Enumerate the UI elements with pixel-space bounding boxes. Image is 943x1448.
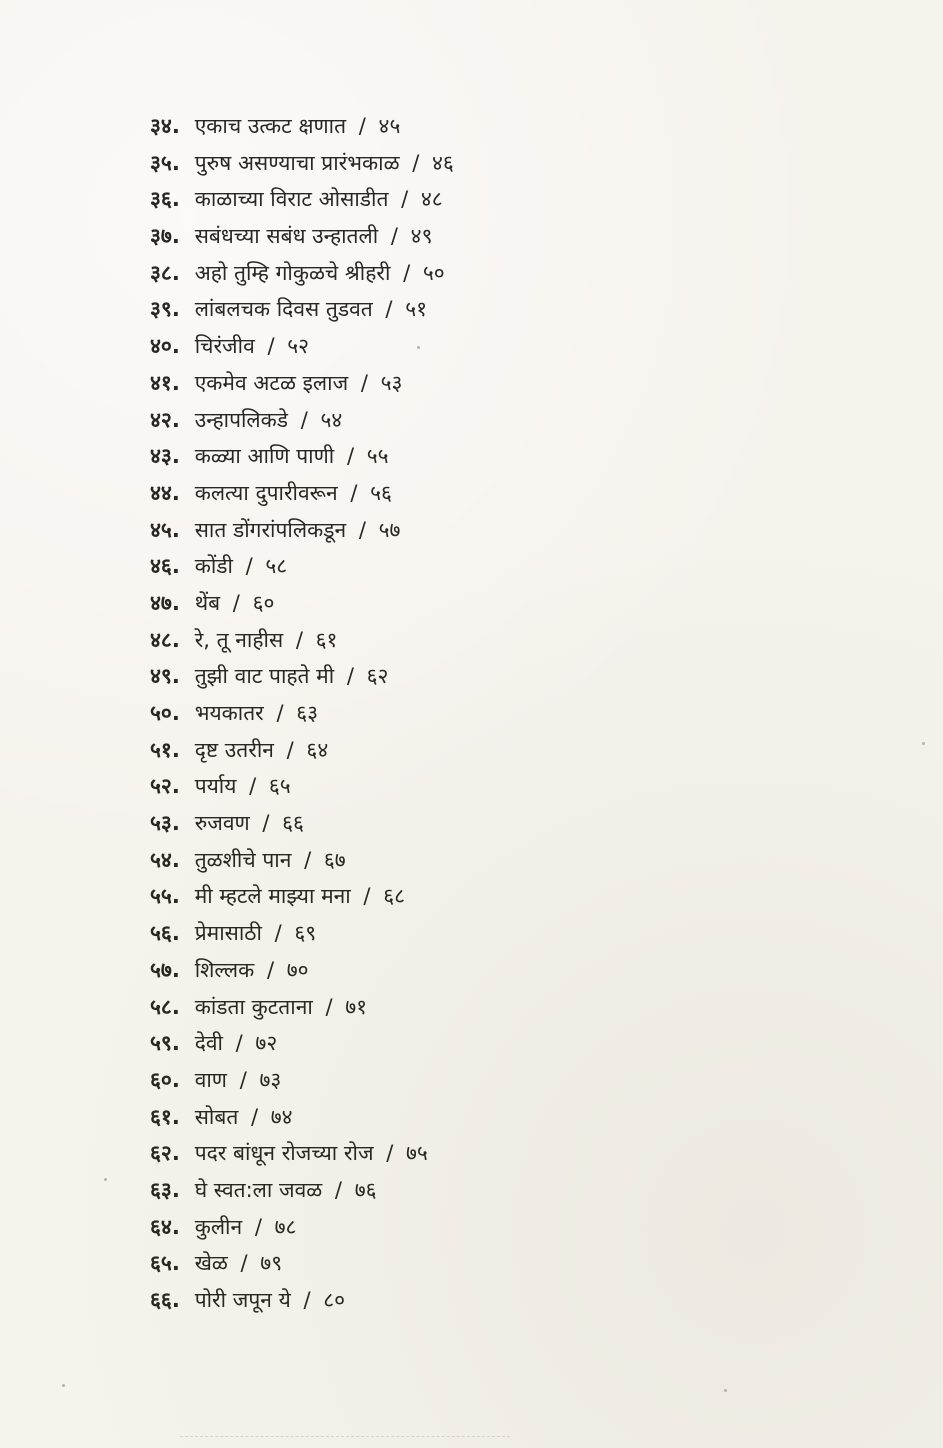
- entry-page-number: ५२: [287, 334, 310, 359]
- entry-title: चिरंजीव: [194, 334, 255, 359]
- entry-separator: /: [403, 260, 411, 285]
- toc-entry: [150, 548, 454, 585]
- entry-page-number: ६३: [296, 701, 319, 725]
- entry-separator: /: [358, 517, 366, 542]
- entry-title: पोरी जपून ये: [194, 1288, 291, 1312]
- entry-separator: /: [385, 297, 393, 322]
- entry-title: काळाच्या विराट ओसाडीत: [194, 187, 389, 212]
- paper-speck: [724, 1389, 727, 1392]
- entry-page-number: ८०: [323, 1288, 346, 1312]
- entry-title: रुजवण: [194, 811, 250, 836]
- entry-separator: /: [346, 664, 354, 689]
- entry-number: ६१.: [150, 1104, 180, 1129]
- toc-entry: [150, 402, 454, 439]
- entry-page-number: ५३: [380, 370, 403, 395]
- entry-page-number: ५६: [370, 480, 392, 505]
- entry-page-number: ५०: [422, 260, 445, 285]
- toc-entry: [150, 732, 454, 769]
- entry-number: ४२.: [150, 407, 180, 432]
- entry-separator: /: [386, 1141, 394, 1166]
- entry-separator: /: [232, 590, 240, 615]
- toc-entry: [150, 1135, 454, 1172]
- toc-entry: [150, 108, 454, 145]
- entry-page-number: ७६: [354, 1177, 377, 1202]
- entry-title: मी म्हटले माझ्या मना: [194, 884, 351, 909]
- entry-separator: /: [401, 187, 409, 212]
- entry-number: ५२.: [150, 774, 180, 799]
- entry-separator: /: [250, 1104, 259, 1129]
- entry-number: ५१.: [150, 737, 180, 762]
- entry-separator: /: [262, 811, 270, 836]
- entry-page-number: ६६: [282, 811, 304, 836]
- toc-entry: [150, 1062, 454, 1099]
- entry-title: थेंब: [194, 590, 221, 615]
- entry-page-number: ५४: [320, 407, 343, 432]
- entry-title: पुरुष असण्याचा प्रारंभकाळ: [194, 150, 400, 175]
- entry-page-number: ६५: [268, 774, 291, 799]
- entry-page-number: ७५: [406, 1141, 428, 1166]
- entry-page-number: ६२: [366, 664, 389, 689]
- paper-speck: [62, 1384, 65, 1387]
- entry-number: ५०.: [150, 701, 180, 725]
- entry-separator: /: [245, 554, 253, 579]
- entry-page-number: ७३: [259, 1067, 282, 1092]
- entry-title: प्रेमासाठी: [194, 921, 262, 946]
- toc-entry: [150, 1172, 454, 1209]
- toc-entry: [150, 365, 454, 402]
- entry-number: ५७.: [150, 957, 180, 982]
- entry-number: ४८.: [150, 627, 180, 652]
- entry-number: ४५.: [150, 517, 180, 542]
- entry-number: ६२.: [150, 1141, 180, 1166]
- entry-title: कोंडी: [194, 554, 233, 579]
- toc-entry: [150, 1099, 454, 1136]
- entry-title: कळ्या आणि पाणी: [194, 444, 335, 469]
- entry-page-number: ४८: [420, 187, 443, 212]
- paper-speck: [417, 346, 420, 349]
- entry-number: ६५.: [150, 1251, 180, 1276]
- toc-entry: [150, 989, 454, 1026]
- entry-number: ६४.: [150, 1214, 180, 1239]
- toc-entry: [150, 475, 454, 512]
- toc-entry: [150, 145, 454, 182]
- toc-entry: [150, 695, 454, 732]
- entry-separator: /: [412, 150, 420, 175]
- entry-page-number: ६७: [323, 847, 346, 872]
- scan-edge-mark: [180, 1436, 510, 1437]
- toc-entry: [150, 1209, 454, 1246]
- toc-entry: [150, 438, 454, 475]
- entry-title: पर्याय: [194, 774, 237, 799]
- toc-entry: [150, 952, 454, 989]
- entry-title: शिल्लक: [194, 957, 255, 982]
- entry-separator: /: [240, 1251, 248, 1276]
- entry-page-number: ५८: [265, 554, 288, 579]
- entry-page-number: ४६: [432, 150, 454, 175]
- entry-title: पदर बांधून रोजच्या रोज: [194, 1141, 374, 1166]
- toc-entry: [150, 768, 454, 805]
- entry-title: रे, तू नाहीस: [194, 627, 284, 652]
- toc-entry: [150, 878, 454, 915]
- entry-separator: /: [286, 737, 294, 762]
- entry-page-number: ६०: [252, 590, 275, 615]
- entry-number: ५५.: [150, 884, 180, 909]
- entry-separator: /: [300, 407, 308, 432]
- entry-separator: /: [295, 627, 303, 652]
- entry-title: तुझी वाट पाहते मी: [194, 664, 335, 689]
- entry-title: अहो तुम्हि गोकुळचे श्रीहरी: [194, 260, 391, 285]
- entry-page-number: ७९: [260, 1251, 283, 1276]
- entry-title: उन्हापलिकडे: [194, 407, 289, 432]
- entry-separator: /: [325, 994, 333, 1019]
- paper-speck: [922, 742, 925, 745]
- entry-title: देवी: [194, 1031, 223, 1056]
- entry-number: ५३.: [150, 811, 180, 836]
- entry-page-number: ७२: [255, 1031, 278, 1056]
- entry-page-number: ५१: [405, 297, 428, 322]
- entry-separator: /: [304, 847, 312, 872]
- entry-page-number: ७०: [286, 957, 309, 982]
- entry-separator: /: [239, 1067, 247, 1092]
- entry-number: ४९.: [150, 664, 180, 689]
- toc-entry: [150, 842, 454, 879]
- entry-separator: /: [350, 480, 358, 505]
- toc-entry: [150, 1245, 454, 1282]
- entry-number: ५४.: [150, 847, 180, 872]
- entry-page-number: ६९: [294, 921, 317, 946]
- toc-entry: [150, 218, 454, 255]
- toc-entry: [150, 658, 454, 695]
- entry-number: ६६.: [150, 1288, 180, 1312]
- entry-separator: /: [249, 774, 257, 799]
- entry-number: ४४.: [150, 480, 180, 505]
- entry-title: दृष्ट उतरीन: [194, 737, 274, 762]
- entry-page-number: ७१: [345, 994, 368, 1019]
- entry-page-number: ६१: [315, 627, 338, 652]
- entry-page-number: ७८: [274, 1214, 297, 1239]
- entry-title: कांडता कुटताना: [194, 994, 313, 1019]
- entry-number: ३८.: [150, 260, 180, 285]
- entry-separator: /: [274, 921, 282, 946]
- entry-separator: /: [346, 444, 355, 469]
- entry-title: सोबत: [194, 1104, 239, 1129]
- toc-entry: [150, 255, 454, 292]
- toc-entry: [150, 622, 454, 659]
- toc-entry: [150, 1025, 454, 1062]
- entry-number: ४६.: [150, 554, 180, 579]
- table-of-contents: [150, 108, 454, 1319]
- entry-separator: /: [266, 957, 275, 982]
- entry-page-number: ६४: [306, 737, 329, 762]
- entry-separator: /: [267, 334, 275, 359]
- entry-number: ६०.: [150, 1067, 180, 1092]
- toc-entry: [150, 915, 454, 952]
- entry-title: एकमेव अटळ इलाज: [194, 370, 349, 395]
- entry-separator: /: [390, 224, 398, 249]
- entry-number: ३५.: [150, 150, 180, 175]
- entry-separator: /: [358, 114, 366, 138]
- entry-number: ४०.: [150, 334, 180, 359]
- entry-title: एकाच उत्कट क्षणात: [194, 114, 347, 138]
- entry-number: ५८.: [150, 994, 180, 1019]
- toc-entry: [150, 291, 454, 328]
- entry-page-number: ५७: [378, 517, 401, 542]
- paper-speck: [104, 1178, 107, 1181]
- entry-separator: /: [303, 1288, 311, 1312]
- entry-number: ४१.: [150, 370, 180, 395]
- entry-title: वाण: [194, 1067, 227, 1092]
- entry-number: ५९.: [150, 1031, 180, 1056]
- entry-separator: /: [363, 884, 371, 909]
- entry-number: ५६.: [150, 921, 180, 946]
- toc-entry: [150, 328, 454, 365]
- entry-page-number: ६८: [383, 884, 406, 909]
- toc-entry: [150, 585, 454, 622]
- entry-title: भयकातर: [194, 701, 264, 725]
- entry-number: ३९.: [150, 297, 180, 322]
- entry-number: ४७.: [150, 590, 180, 615]
- entry-title: सात डोंगरांपलिकडून: [194, 517, 347, 542]
- toc-entry: [150, 1282, 454, 1319]
- entry-page-number: ७४: [270, 1104, 293, 1129]
- entry-page-number: ४५: [378, 114, 401, 138]
- entry-number: ३४.: [150, 114, 180, 138]
- toc-entry: [150, 805, 454, 842]
- entry-number: ३७.: [150, 224, 180, 249]
- toc-entry: [150, 181, 454, 218]
- entry-title: लांबलचक दिवस तुडवत: [194, 297, 373, 322]
- entry-separator: /: [254, 1214, 262, 1239]
- toc-entry: [150, 512, 454, 549]
- entry-page-number: ४९: [410, 224, 433, 249]
- entry-title: घे स्वत:ला जवळ: [194, 1177, 323, 1202]
- entry-number: ४३.: [150, 444, 180, 469]
- entry-separator: /: [276, 701, 284, 725]
- entry-title: तुळशीचे पान: [194, 847, 292, 872]
- entry-separator: /: [235, 1031, 243, 1056]
- entry-title: कलत्या दुपारीवरून: [194, 480, 338, 505]
- entry-page-number: ५५: [366, 444, 389, 469]
- entry-title: खेळ: [194, 1251, 228, 1276]
- entry-title: सबंधच्या सबंध उन्हातली: [194, 224, 379, 249]
- entry-number: ३६.: [150, 187, 180, 212]
- entry-number: ६३.: [150, 1177, 180, 1202]
- entry-title: कुलीन: [194, 1214, 243, 1239]
- entry-separator: /: [334, 1177, 342, 1202]
- entry-separator: /: [360, 370, 368, 395]
